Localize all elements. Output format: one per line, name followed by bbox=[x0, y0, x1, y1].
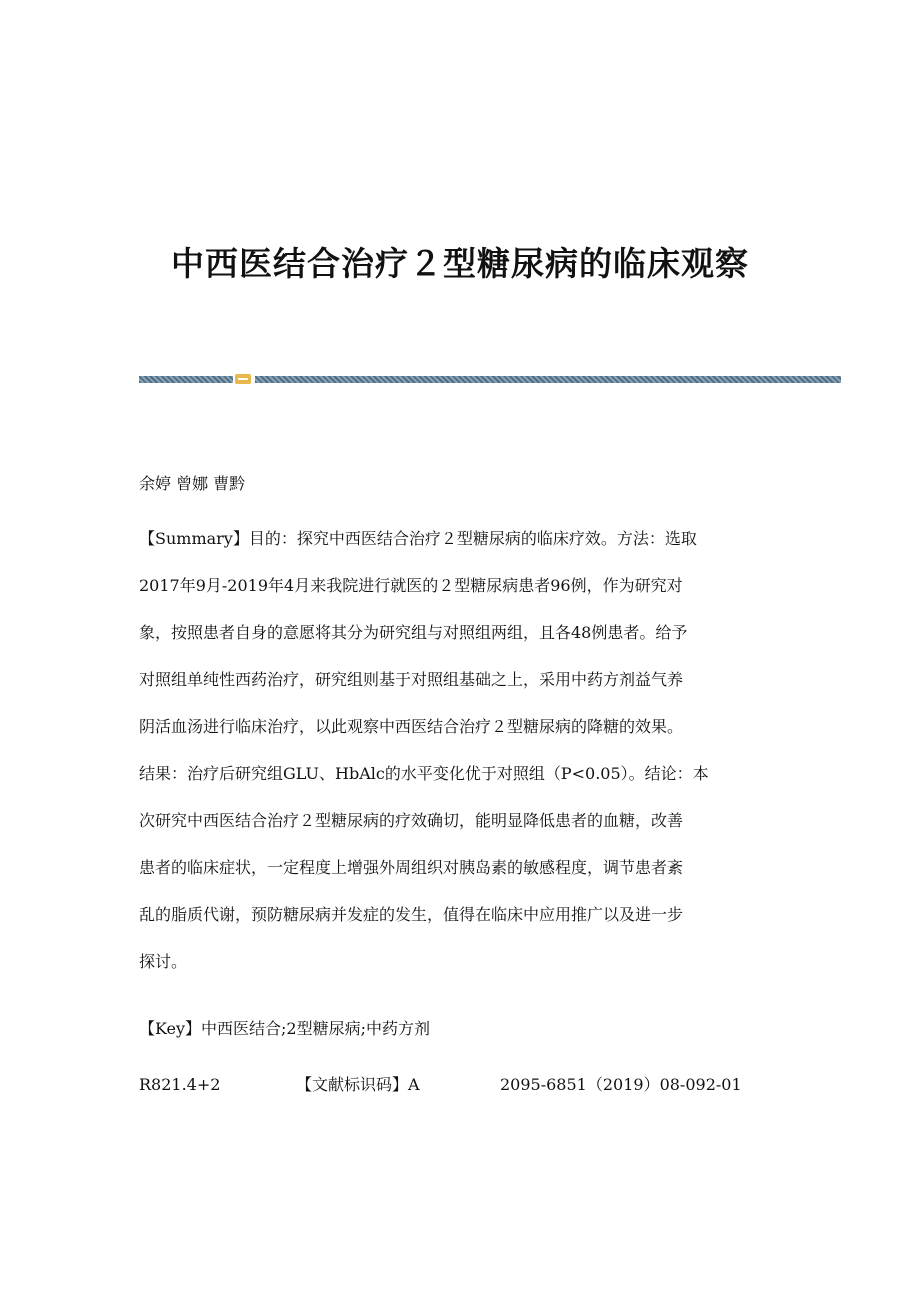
abstract-line: 2017年9月-2019年4月来我院进行就医的２型糖尿病患者96例，作为研究对 bbox=[139, 576, 683, 595]
abstract-line: 阴活血汤进行临床治疗，以此观察中西医结合治疗２型糖尿病的降糖的效果。 bbox=[139, 717, 684, 736]
abstract-line: 患者的临床症状，一定程度上增强外周组织对胰岛素的敏感程度，调节患者紊 bbox=[139, 858, 684, 877]
abstract-line: 对照组单纯性西药治疗，研究组则基于对照组基础之上，采用中药方剂益气养 bbox=[139, 670, 684, 689]
divider-ornament-icon bbox=[235, 374, 251, 384]
article-number: 2095-6851（2019）08-092-01 bbox=[500, 1075, 742, 1094]
abstract-line: 象，按照患者自身的意愿将其分为研究组与对照组两组，且各48例患者。给予 bbox=[139, 623, 688, 642]
clc-number: R821.4+2 bbox=[139, 1075, 221, 1094]
title-divider bbox=[139, 374, 841, 384]
abstract bbox=[139, 524, 799, 994]
document-code: 【文献标识码】A bbox=[296, 1075, 420, 1094]
abstract-line: 探讨。 bbox=[139, 952, 188, 971]
keywords: 【Key】中西医结合;2型糖尿病;中药方剂 bbox=[139, 1019, 430, 1038]
page-title: 中西医结合治疗２型糖尿病的临床观察 bbox=[171, 244, 749, 284]
divider-bar-left bbox=[139, 376, 233, 383]
abstract-line: 次研究中西医结合治疗２型糖尿病的疗效确切，能明显降低患者的血糖，改善 bbox=[139, 811, 684, 830]
divider-bar-right bbox=[255, 376, 841, 383]
abstract-line: 【Summary】目的：探究中西医结合治疗２型糖尿病的临床疗效。方法：选取 bbox=[139, 529, 697, 548]
abstract-line: 结果：治疗后研究组GLU、HbAlc的水平变化优于对照组（P<0.05）。结论：本 bbox=[139, 764, 709, 783]
authors: 余婷 曾娜 曹黔 bbox=[139, 474, 246, 493]
abstract-line: 乱的脂质代谢，预防糖尿病并发症的发生，值得在临床中应用推广以及进一步 bbox=[139, 905, 684, 924]
